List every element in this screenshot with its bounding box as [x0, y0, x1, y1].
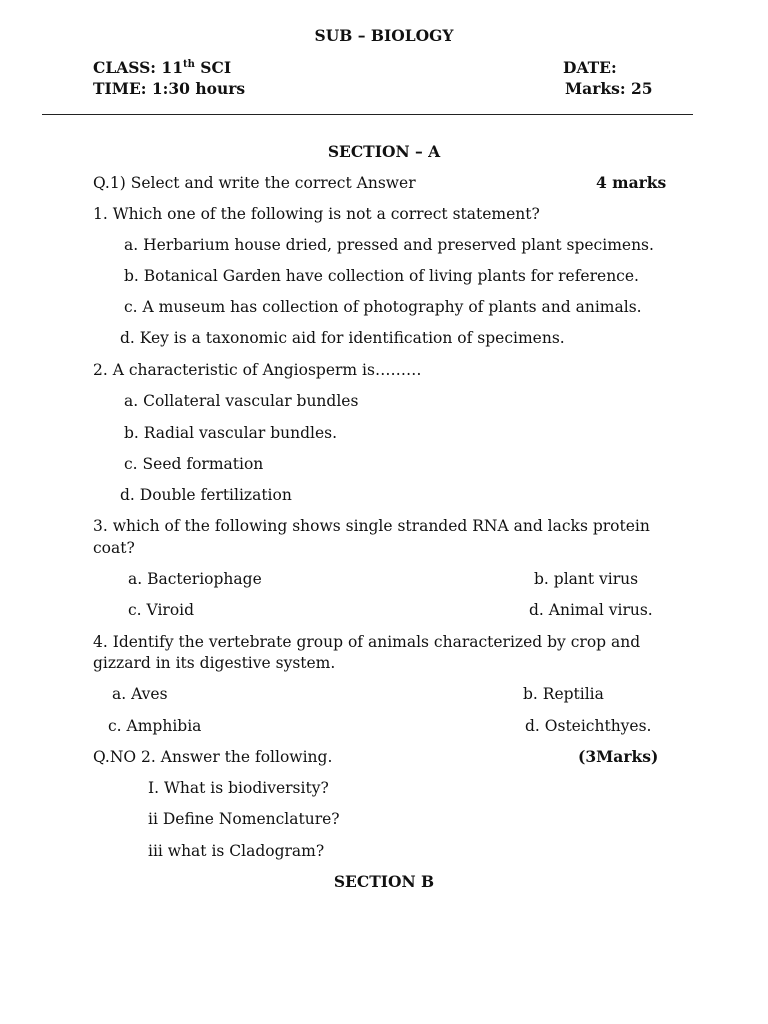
section-b-title: SECTION B [333, 872, 435, 891]
question-4-line-2: gizzard in its digestive system. [93, 654, 336, 672]
question-2-option-c: c. Seed formation [124, 455, 264, 473]
question-1-option-c: c. A museum has collection of photography of plants and animals. [124, 298, 642, 316]
question-1-option-a: a. Herbarium house dried, pressed and preserved plant specimens. [124, 236, 654, 254]
q2-marks: (3Marks) [578, 747, 659, 766]
q1-instruction: Q.1) Select and write the correct Answer [93, 174, 416, 192]
header-divider [42, 114, 693, 115]
q2-instruction: Q.NO 2. Answer the following. [93, 748, 333, 766]
question-3-line-1: 3. which of the following shows single stranded RNA and lacks protein [93, 517, 650, 535]
question-1: 1. Which one of the following is not a correct statement? [93, 205, 540, 223]
question-1-option-b: b. Botanical Garden have collection of living plants for reference. [124, 267, 639, 285]
q2-item-3: iii what is Cladogram? [148, 842, 325, 860]
marks-label: Marks: 25 [565, 79, 653, 98]
question-3-option-d: d. Animal virus. [529, 601, 653, 619]
question-4-option-c: c. Amphibia [108, 717, 202, 735]
question-2-option-d: d. Double fertilization [120, 486, 292, 504]
question-3-line-2: coat? [93, 539, 135, 557]
question-3-option-c: c. Viroid [128, 601, 195, 619]
class-label: CLASS: 11th SCI [93, 58, 232, 77]
question-2: 2. A characteristic of Angiosperm is……… [93, 361, 422, 379]
section-a-title: SECTION – A [327, 142, 441, 161]
question-4-option-b: b. Reptilia [523, 685, 604, 703]
question-2-option-a: a. Collateral vascular bundles [124, 392, 359, 410]
question-1-option-d: d. Key is a taxonomic aid for identification of specimens. [120, 329, 565, 347]
question-4-line-1: 4. Identify the vertebrate group of animals characterized by crop and [93, 633, 641, 651]
question-4-option-a: a. Aves [112, 685, 168, 703]
subject-heading: SUB – BIOLOGY [314, 26, 454, 45]
time-label: TIME: 1:30 hours [93, 79, 246, 98]
date-label: DATE: [563, 58, 617, 77]
q1-marks: 4 marks [596, 173, 667, 192]
question-2-option-b: b. Radial vascular bundles. [124, 424, 338, 442]
question-3-option-b: b. plant virus [534, 570, 639, 588]
question-4-option-d: d. Osteichthyes. [525, 717, 652, 735]
question-3-option-a: a. Bacteriophage [128, 570, 262, 588]
q2-item-2: ii Define Nomenclature? [148, 810, 340, 828]
q2-item-1: I. What is biodiversity? [148, 779, 329, 797]
